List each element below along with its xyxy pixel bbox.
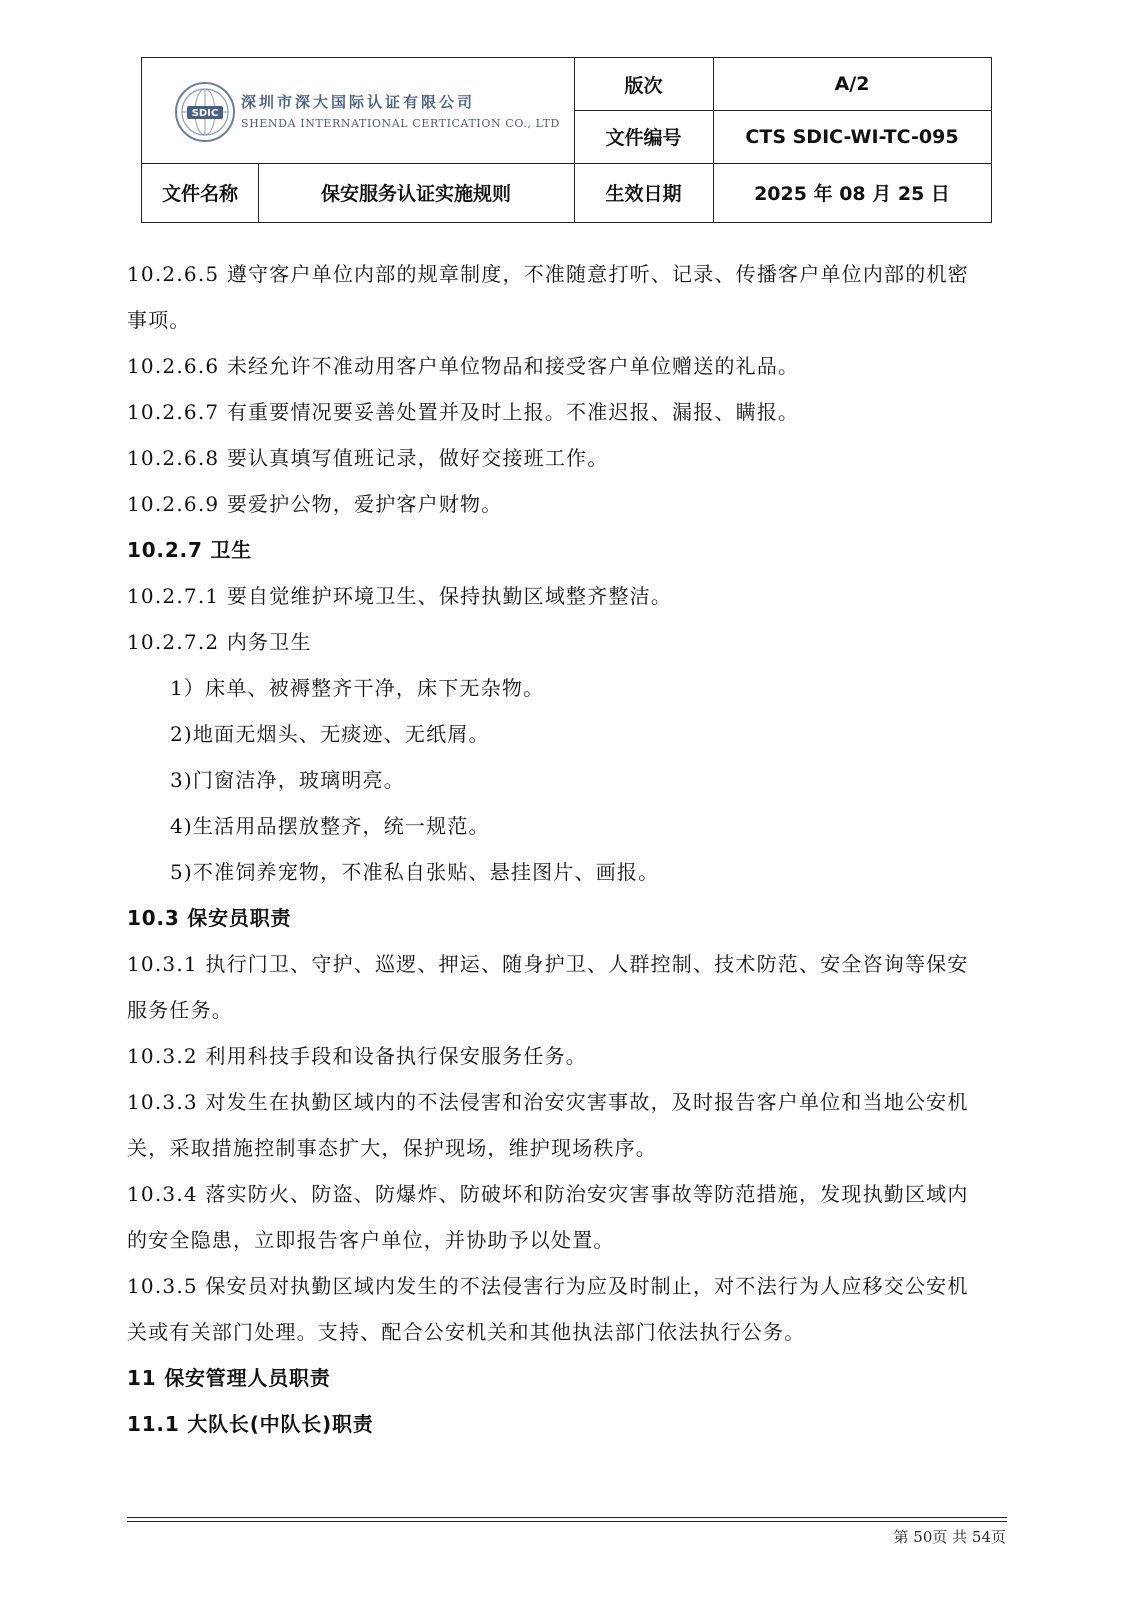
list-item-4: 4)生活用品摆放整齐，统一规范。 [170,814,490,838]
clause-10-2-6-7: 10.2.6.7 有重要情况要妥善处置并及时上报。不准迟报、漏报、瞒报。 [127,400,800,424]
company-name-en: SHENDA INTERNATIONAL CERTICATION CO., LTD [241,117,560,130]
clause-10-3-4: 10.3.4 落实防火、防盗、防爆炸、防破坏和防治安灾害事故等防范措施，发现执勤区域内 [127,1182,969,1206]
clause-10-2-6-8: 10.2.6.8 要认真填写值班记录，做好交接班工作。 [127,446,609,470]
company-logo-block [142,58,582,165]
list-item-2: 2)地面无烟头、无痰迹、无纸屑。 [170,722,490,746]
footer-rule [127,1521,1007,1522]
docno-label: 文件编号 [605,127,682,149]
company-name-cn: 深圳市深大国际认证有限公司 [241,93,476,111]
clause-10-3-5-cont: 关或有关部门处理。支持、配合公安机关和其他执法部门依法执行公务。 [127,1320,806,1344]
version-label: 版次 [624,74,663,97]
clause-10-3-3: 10.3.3 对发生在执勤区域内的不法侵害和治安灾害事故，及时报告客户单位和当地公安机 [127,1090,969,1114]
clause-10-2-6-5: 10.2.6.5 遵守客户单位内部的规章制度，不准随意打听、记录、传播客户单位内部的机密 [127,262,969,286]
company-logo-icon [174,81,236,143]
clause-10-2-6-6: 10.2.6.6 未经允许不准动用客户单位物品和接受客户单位赠送的礼品。 [127,354,800,378]
docname-label: 文件名称 [161,182,238,205]
section-heading-11: 11 保安管理人员职责 [127,1366,331,1390]
version-value: A/2 [834,73,870,95]
clause-10-2-6-5-cont: 事项。 [127,308,191,332]
list-item-5: 5)不准饲养宠物，不准私自张贴、悬挂图片、画报。 [170,860,660,884]
clause-10-3-2: 10.3.2 利用科技手段和设备执行保安服务任务。 [127,1044,587,1068]
section-heading-10-2-7: 10.2.7 卫生 [127,538,253,562]
document-header-table [141,57,992,223]
list-item-3: 3)门窗洁净，玻璃明亮。 [170,768,405,792]
section-heading-10-3: 10.3 保安员职责 [127,906,292,930]
clause-10-3-4-cont: 的安全隐患，立即报告客户单位，并协助予以处置。 [127,1228,615,1252]
clause-10-3-5: 10.3.5 保安员对执勤区域内发生的不法侵害行为应及时制止，对不法行为人应移交公安机 [127,1274,969,1298]
docno-value: CTS SDIC-WI-TC-095 [745,125,959,148]
clause-10-3-3-cont: 关，采取措施控制事态扩大，保护现场，维护现场秩序。 [127,1136,657,1160]
section-heading-11-1: 11.1 大队长(中队长)职责 [127,1412,374,1436]
list-item-1: 1）床单、被褥整齐干净，床下无杂物。 [170,676,545,700]
clause-10-3-1: 10.3.1 执行门卫、守护、巡逻、押运、随身护卫、人群控制、技术防范、安全咨询等保安 [127,952,969,976]
effective-label: 生效日期 [605,182,682,205]
footer-rule [127,1517,1007,1518]
clause-10-2-7-1: 10.2.7.1 要自觉维护环境卫生、保持执勤区域整齐整洁。 [127,584,673,608]
page-number: 第 50页 共 54页 [893,1528,1006,1546]
clause-10-2-6-9: 10.2.6.9 要爱护公物，爱护客户财物。 [127,492,503,516]
clause-10-3-1-cont: 服务任务。 [127,998,233,1022]
docname-value: 保安服务认证实施规则 [320,182,511,205]
logo-text: SDIC [191,108,219,119]
clause-10-2-7-2: 10.2.7.2 内务卫生 [127,630,312,654]
effective-value: 2025 年 08 月 25 日 [754,182,950,205]
